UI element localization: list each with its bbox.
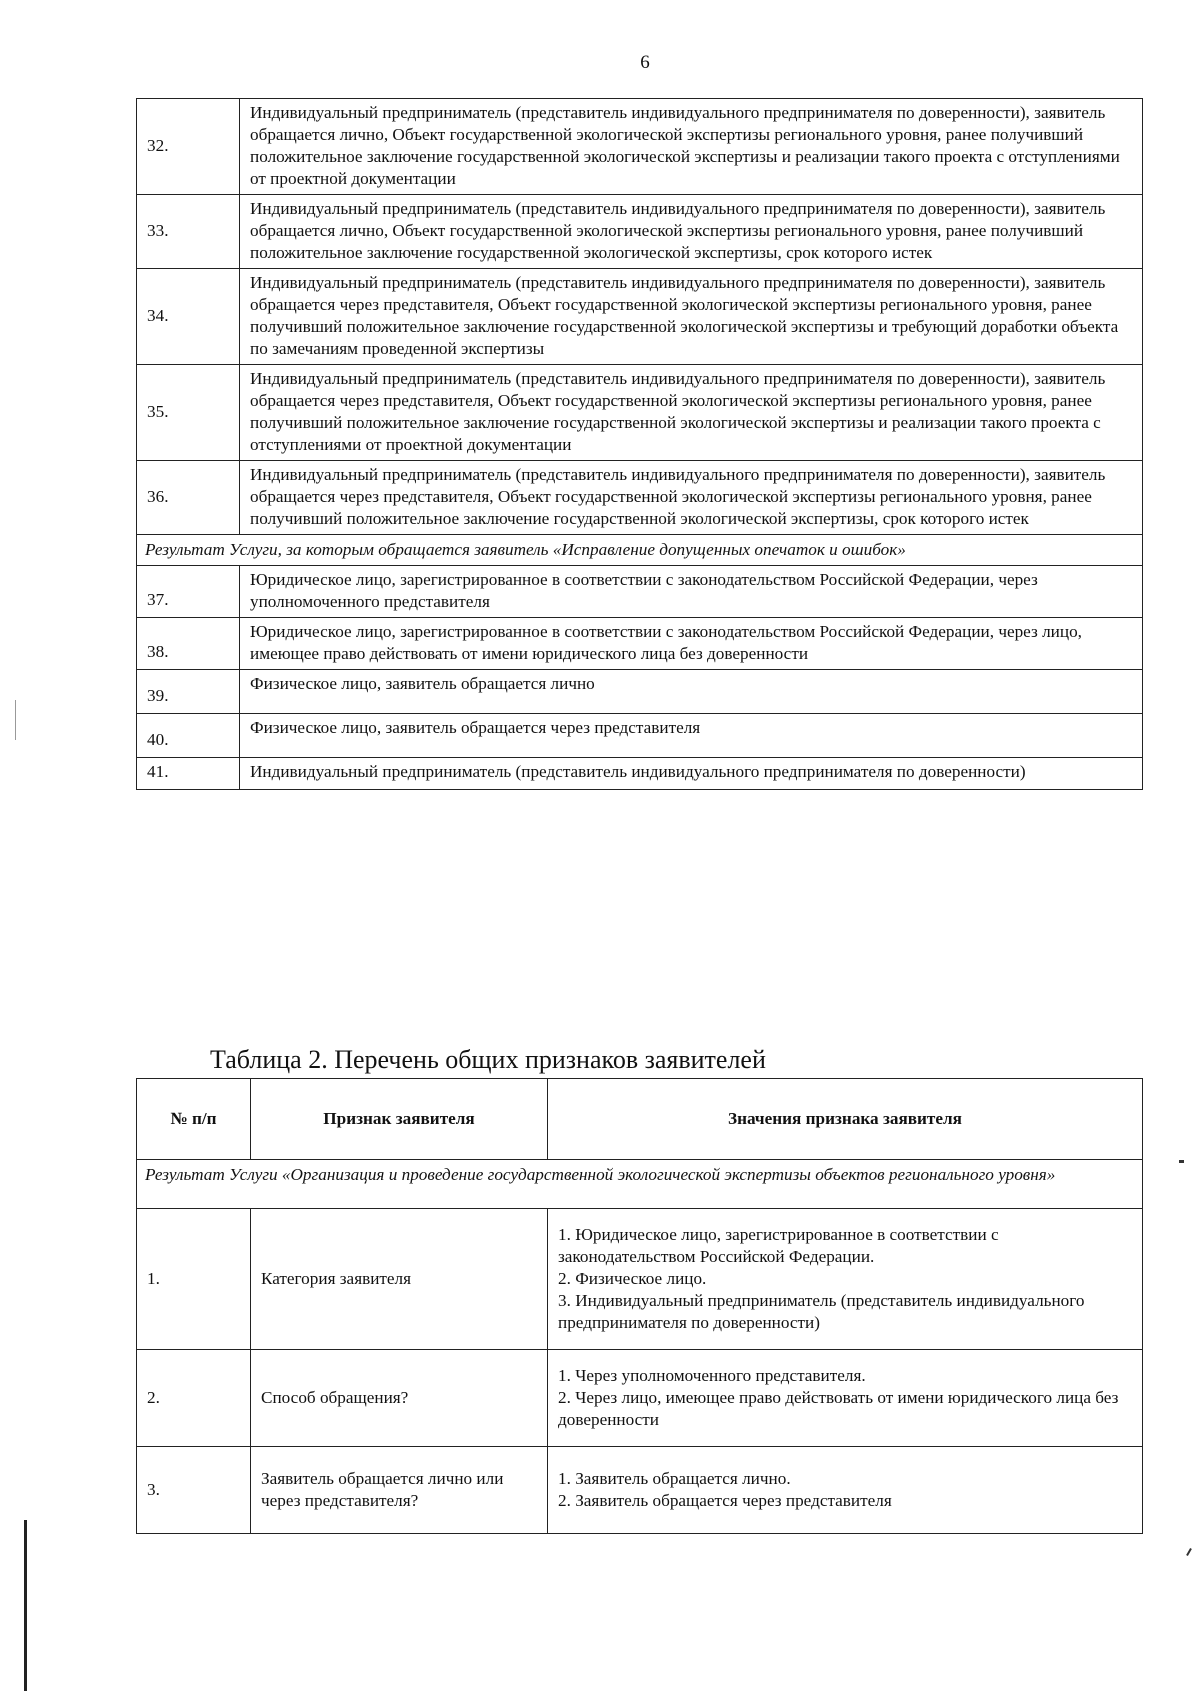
row-number: 35. — [137, 365, 240, 461]
table-row — [137, 365, 1143, 461]
value-item: 2. Через лицо, имеющее право действовать от имени юридического лица без доверенности — [558, 1388, 1119, 1429]
row-attribute: Способ обращения? — [251, 1350, 548, 1447]
row-values — [548, 1447, 1143, 1534]
value-item: 1. Заявитель обращается лично. — [558, 1469, 791, 1488]
scan-artifact — [15, 700, 16, 740]
row-number: 2. — [137, 1350, 251, 1447]
row-number: 32. — [137, 99, 240, 195]
row-number: 36. — [137, 461, 240, 535]
row-number: 37. — [137, 566, 240, 618]
value-item: 3. Индивидуальный предприниматель (представитель индивидуального предпринимателя по доверенности) — [558, 1291, 1085, 1332]
section-heading: Результат Услуги, за которым обращается заявитель «Исправление допущенных опечаток и ошибок» — [137, 535, 1143, 566]
row-attribute: Категория заявителя — [251, 1209, 548, 1350]
row-text: Индивидуальный предприниматель (представитель индивидуального предпринимателя по доверенности), заявитель обращается через представителя, Объект государственной экологической экспертизы регионального уровня, ранее получивший положительное заключение государственной экологической экспертизы и требующий доработки объекта по замечаниям проведенной экспертизы — [240, 269, 1143, 365]
table-row — [137, 269, 1143, 365]
scan-artifact — [1186, 1548, 1192, 1556]
table-row — [137, 1447, 1143, 1534]
row-number: 41. — [137, 758, 240, 790]
table-header-row — [137, 1079, 1143, 1160]
table-row — [137, 714, 1143, 758]
row-text: Индивидуальный предприниматель (представитель индивидуального предпринимателя по доверенности), заявитель обращается через представителя, Объект государственной экологической экспертизы регионального уровня, ранее получивший положительное заключение государственной экологической экспертизы и реализации такого проекта с отступлениями от проектной документации — [240, 365, 1143, 461]
row-text: Индивидуальный предприниматель (представитель индивидуального предпринимателя по доверенности), заявитель обращается лично, Объект государственной экологической экспертизы регионального уровня, ранее получивший положительное заключение государственной экологической экспертизы, срок которого истек — [240, 195, 1143, 269]
row-number: 3. — [137, 1447, 251, 1534]
table-row — [137, 1209, 1143, 1350]
table-row — [137, 195, 1143, 269]
header-values: Значения признака заявителя — [548, 1079, 1143, 1160]
row-attribute: Заявитель обращается лично или через представителя? — [251, 1447, 548, 1534]
table-row — [137, 99, 1143, 195]
row-text: Юридическое лицо, зарегистрированное в соответствии с законодательством Российской Федерации, через лицо, имеющее право действовать от имени юридического лица без доверенности — [240, 618, 1143, 670]
section-row — [137, 535, 1143, 566]
applicant-attributes-table — [136, 1078, 1143, 1534]
row-text: Физическое лицо, заявитель обращается через представителя — [240, 714, 1143, 758]
table2-title: Таблица 2. Перечень общих признаков заявителей — [210, 1045, 766, 1074]
header-attribute: Признак заявителя — [251, 1079, 548, 1160]
value-item: 1. Юридическое лицо, зарегистрированное в соответствии с законодательством Российской Федерации. — [558, 1225, 999, 1266]
row-text: Индивидуальный предприниматель (представитель индивидуального предпринимателя по доверенности), заявитель обращается лично, Объект государственной экологической экспертизы регионального уровня, ранее получивший положительное заключение государственной экологической экспертизы и реализации такого проекта с отступлениями от проектной документации — [240, 99, 1143, 195]
row-values — [548, 1209, 1143, 1350]
row-values — [548, 1350, 1143, 1447]
table-row — [137, 461, 1143, 535]
row-text: Физическое лицо, заявитель обращается лично — [240, 670, 1143, 714]
value-item: 2. Физическое лицо. — [558, 1269, 707, 1288]
scan-artifact — [1179, 1160, 1184, 1163]
header-number: № п/п — [137, 1079, 251, 1160]
row-number: 1. — [137, 1209, 251, 1350]
row-text: Юридическое лицо, зарегистрированное в соответствии с законодательством Российской Федерации, через уполномоченного представителя — [240, 566, 1143, 618]
row-text: Индивидуальный предприниматель (представитель индивидуального предпринимателя по доверенности) — [240, 758, 1143, 790]
row-text: Индивидуальный предприниматель (представитель индивидуального предпринимателя по доверенности), заявитель обращается через представителя, Объект государственной экологической экспертизы регионального уровня, ранее получивший положительное заключение государственной экологической экспертизы, срок которого истек — [240, 461, 1143, 535]
value-item: 2. Заявитель обращается через представителя — [558, 1491, 892, 1510]
table-row — [137, 1350, 1143, 1447]
table-row — [137, 758, 1143, 790]
applicant-variants-table — [136, 98, 1143, 790]
page-number: 6 — [640, 52, 650, 73]
row-number: 33. — [137, 195, 240, 269]
row-number: 40. — [137, 714, 240, 758]
table-row — [137, 618, 1143, 670]
section-row — [137, 1160, 1143, 1209]
row-number: 38. — [137, 618, 240, 670]
scan-edge-line — [24, 1520, 27, 1691]
row-number: 34. — [137, 269, 240, 365]
section-heading: Результат Услуги «Организация и проведение государственной экологической экспертизы объектов регионального уровня» — [137, 1160, 1143, 1209]
table-row — [137, 670, 1143, 714]
row-number: 39. — [137, 670, 240, 714]
value-item: 1. Через уполномоченного представителя. — [558, 1366, 866, 1385]
table-row — [137, 566, 1143, 618]
